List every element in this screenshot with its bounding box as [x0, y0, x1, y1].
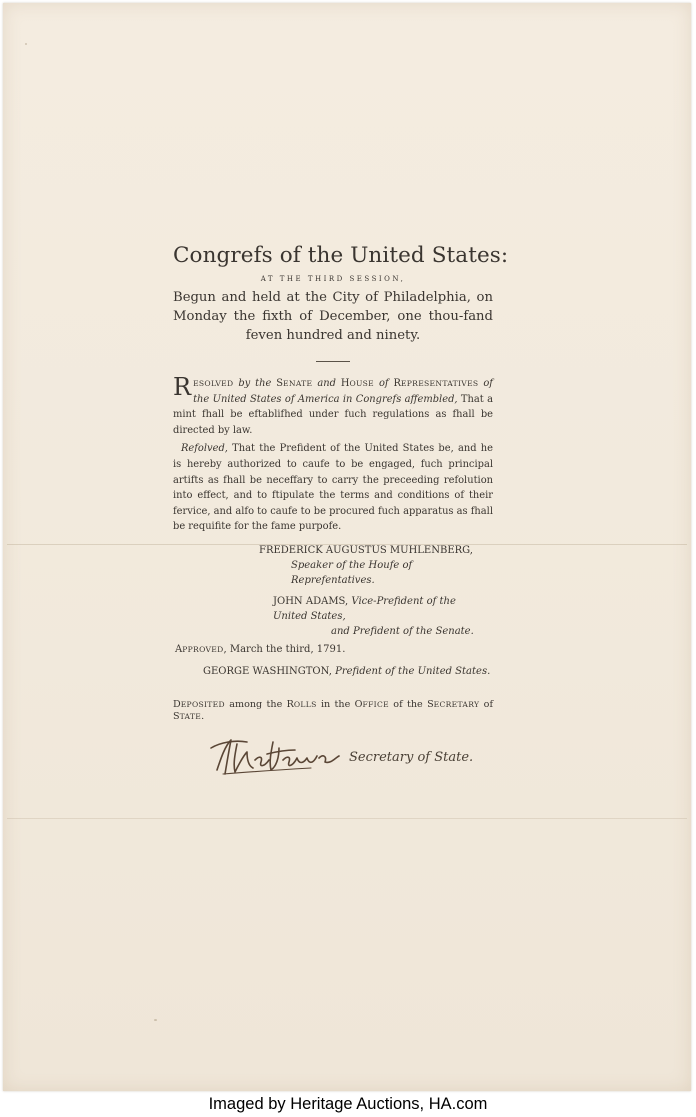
resolution-text: OUSE [349, 379, 375, 388]
president-title: Prefident of the United States. [335, 665, 491, 677]
document-title: Congrefs of the United States: [173, 243, 509, 268]
deposit-text: FFICE [362, 699, 389, 709]
document-body [173, 239, 509, 782]
deposit-text: among the [224, 698, 287, 710]
president-line [173, 664, 493, 679]
resolution-text: by the [233, 378, 277, 389]
deposit-text: S [427, 698, 434, 710]
resolution-text: ENATE [283, 379, 313, 388]
parchment-document [3, 3, 691, 1091]
resolved-caps: ESOLVED [193, 379, 234, 388]
deposit-text: D [173, 698, 181, 710]
approval-text: A [175, 643, 183, 655]
deposit-text: TATE [179, 712, 202, 722]
secretary-of-state-script: Secretary of State. [349, 749, 474, 765]
president-name: GEORGE WASHINGTON, [203, 665, 332, 677]
deposit-text: R [286, 698, 294, 710]
approval-date [173, 642, 493, 657]
resolution-text: of [374, 378, 394, 389]
image-credit: Imaged by Heritage Auctions, HA.com [208, 1095, 488, 1113]
deposit-text: in the [316, 698, 355, 710]
resolution-text: H [340, 378, 350, 389]
deposit-text: . [201, 711, 205, 723]
speaker-title: Speaker of the Houfe of Reprefentatives. [291, 559, 413, 586]
resolution-text: R [393, 378, 401, 389]
mint-resolution [173, 373, 493, 438]
resolved-word: Refolved, [181, 443, 228, 455]
senate-president-title: and Prefident of the Senate. [331, 625, 474, 637]
deposit-text: of [479, 698, 493, 710]
fold-crease [7, 818, 687, 819]
drop-cap: R [173, 373, 192, 401]
paper-fleck [25, 43, 27, 45]
secretary-signature-row [173, 732, 493, 782]
resolution-text: S [276, 378, 284, 389]
section-divider [316, 361, 350, 362]
deposit-note [173, 699, 493, 724]
vice-president-line [173, 594, 493, 624]
resolution-text: of the United States of America in Congrefs affembled, [193, 378, 493, 405]
approval-text: , March the third, 1791. [223, 643, 346, 655]
resolution-text: and [312, 378, 341, 389]
paper-fleck [154, 1019, 157, 1021]
approval-text: PPROVED [182, 644, 224, 654]
deposit-text: S [173, 711, 180, 723]
session-heading: AT THE THIRD SESSION, [260, 275, 406, 283]
resolution-text: That a mint fhall be eftablifhed under fuch regulations as fhall be directed by law. [173, 393, 493, 436]
speaker-name: FREDERICK AUGUSTUS MUHLENBERG, [259, 544, 473, 556]
deposit-text: OLLS [293, 699, 317, 709]
session-location-date: Begun and held at the City of Philadelphia, on Monday the fixth of December, one thou-fand feven hundred and ninety. [173, 290, 493, 343]
handwritten-signature [207, 734, 347, 780]
resolution-text: That the Prefident of the United States be, and he is hereby authorized to caufe to be engaged, fuch principal artifts as fhall be neceffary to carry the preceeding refolution into effect, and to ftipulate the terms and conditions of their fervice, and alfo to caufe to be procured fuch apparatus as fhall be requifite for the fame purpofe. [173, 443, 493, 533]
vice-president-name: JOHN ADAMS, [273, 595, 349, 607]
vice-president-title: Vice-Prefident of the United States, [273, 595, 456, 622]
resolution-text: EPRESENTATIVES [400, 379, 479, 388]
deposit-text: ECRETARY [433, 699, 480, 709]
artists-resolution [173, 441, 493, 535]
deposit-text: of the [388, 698, 428, 710]
deposit-text: O [354, 698, 363, 710]
deposit-text: EPOSITED [180, 699, 225, 709]
